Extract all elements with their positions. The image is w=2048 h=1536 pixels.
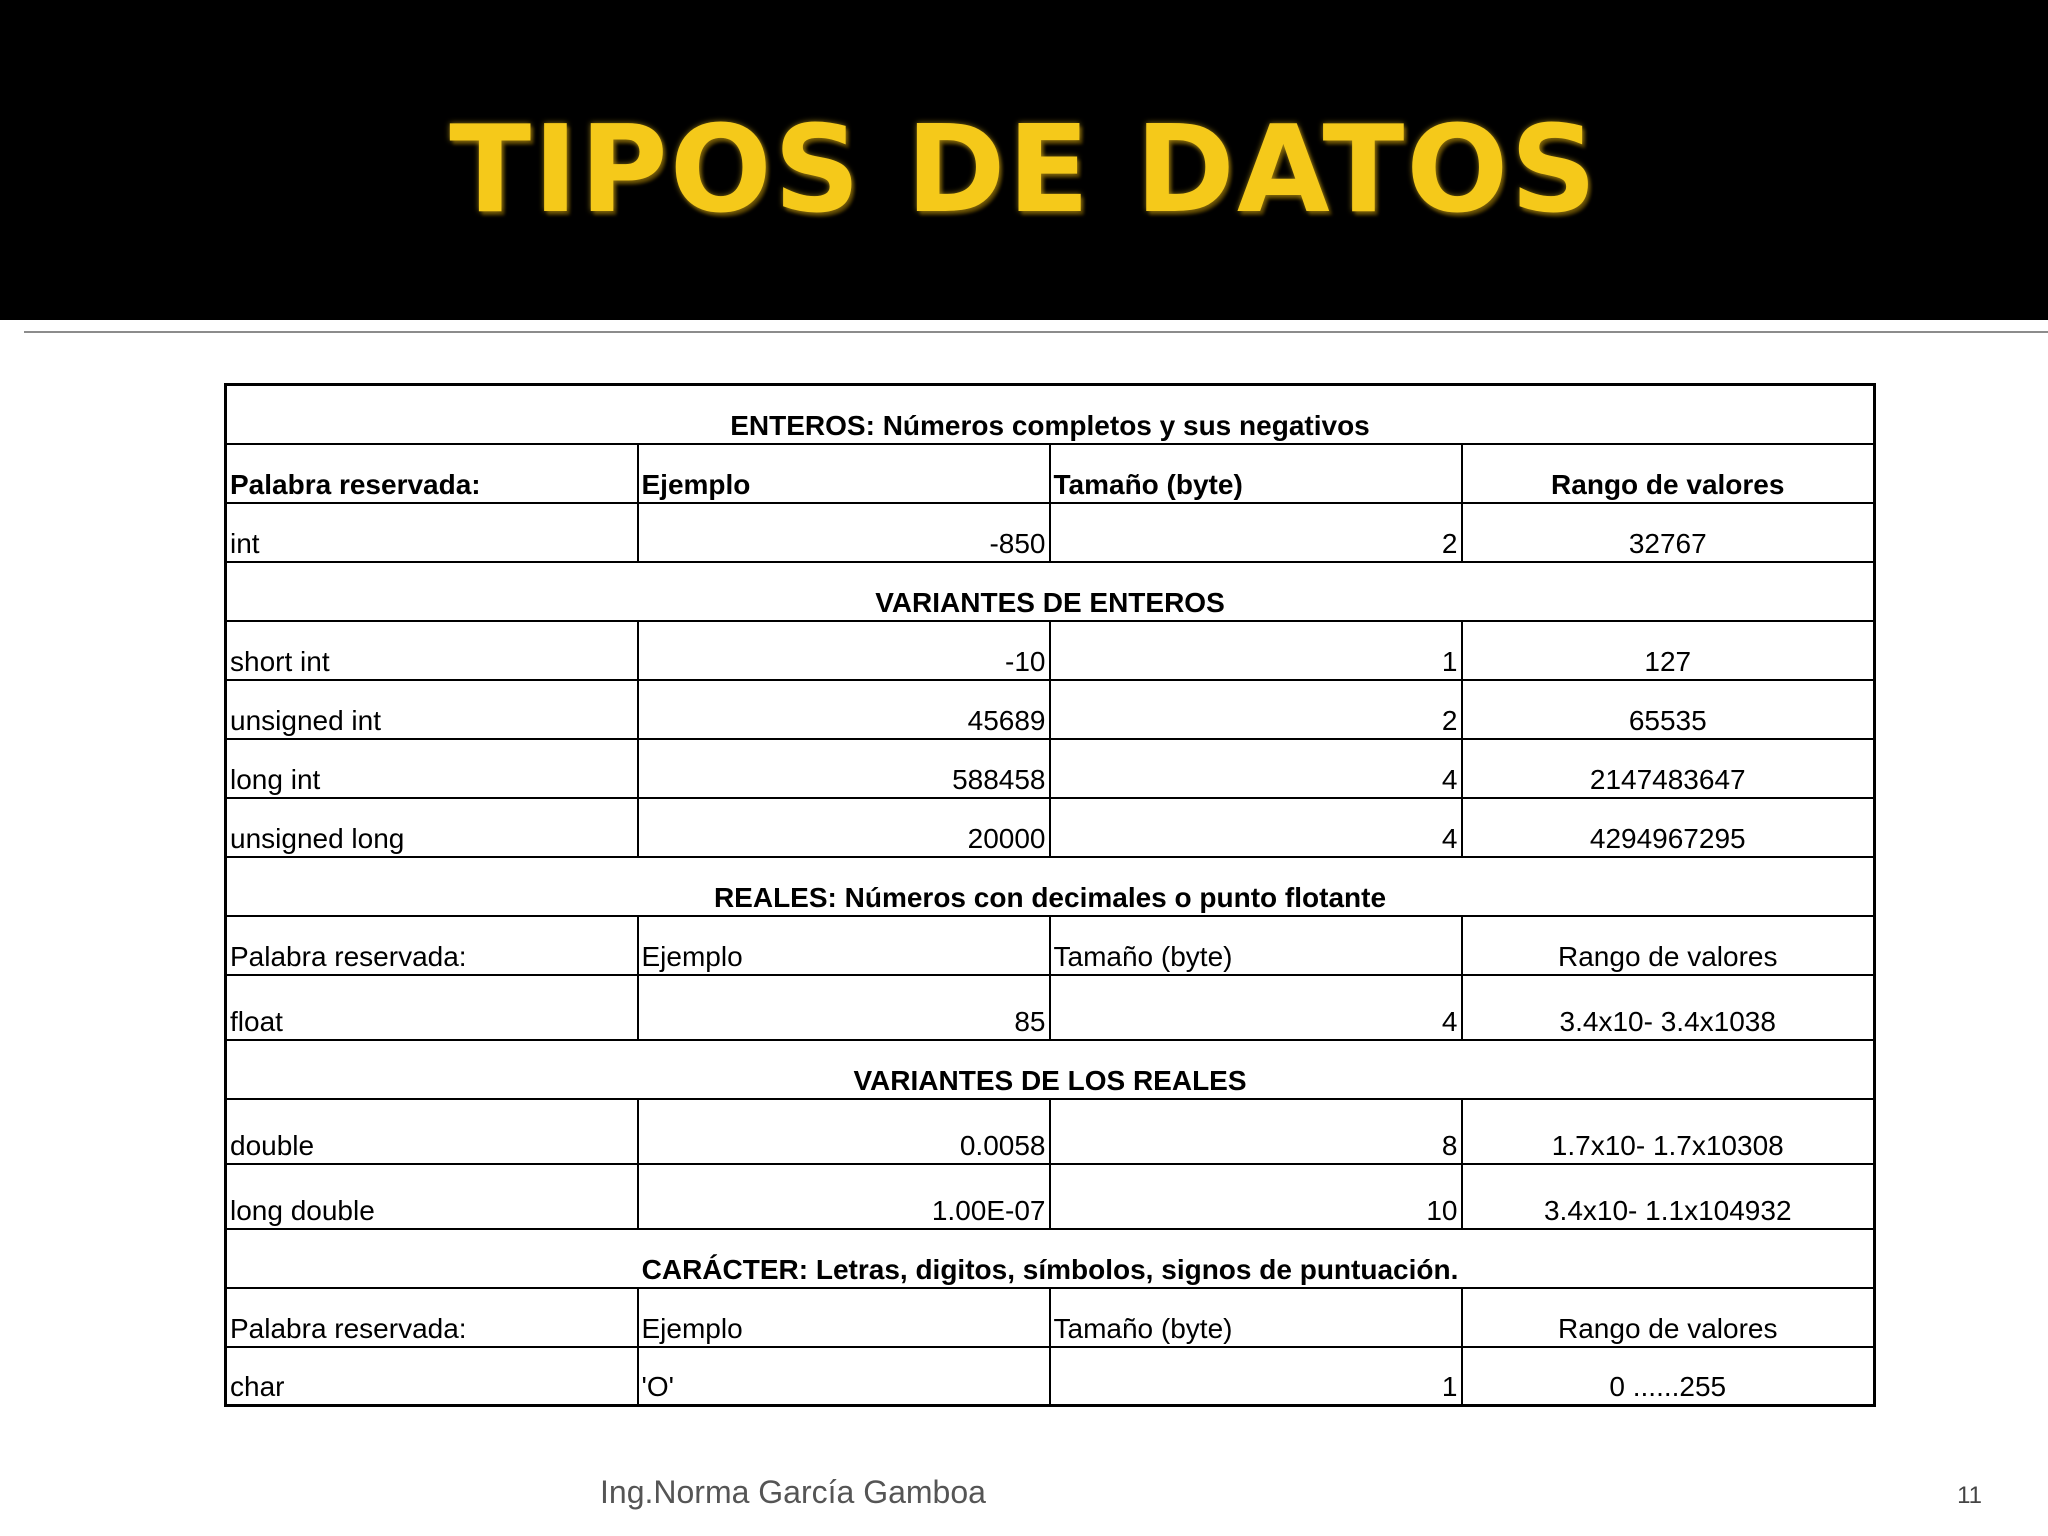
section-row-reales bbox=[226, 857, 1875, 916]
size-cell: 1 bbox=[1050, 621, 1462, 680]
range-cell: 0 ......255 bbox=[1462, 1347, 1875, 1406]
range-cell: 1.7x10- 1.7x10308 bbox=[1462, 1099, 1875, 1164]
size-cell: 10 bbox=[1050, 1164, 1462, 1229]
range-cell: 127 bbox=[1462, 621, 1875, 680]
column-header-range: Rango de valores bbox=[1462, 916, 1875, 975]
column-header-keyword: Palabra reservada: bbox=[226, 916, 638, 975]
section-row-variantes-enteros bbox=[226, 562, 1875, 621]
keyword-cell: unsigned int bbox=[226, 680, 638, 739]
column-header-range: Rango de valores bbox=[1462, 1288, 1875, 1347]
example-cell: 588458 bbox=[638, 739, 1050, 798]
column-header-size: Tamaño (byte) bbox=[1050, 916, 1462, 975]
page-number: 11 bbox=[1957, 1482, 1982, 1509]
keyword-cell: short int bbox=[226, 621, 638, 680]
section-heading-variantes-reales: VARIANTES DE LOS REALES bbox=[226, 1040, 1875, 1099]
header-row-reales bbox=[226, 916, 1875, 975]
column-header-keyword: Palabra reservada: bbox=[226, 444, 638, 503]
section-row-variantes-reales bbox=[226, 1040, 1875, 1099]
example-cell: 1.00E-07 bbox=[638, 1164, 1050, 1229]
example-cell: 20000 bbox=[638, 798, 1050, 857]
column-header-example: Ejemplo bbox=[638, 916, 1050, 975]
column-header-range: Rango de valores bbox=[1462, 444, 1875, 503]
example-cell: 'O' bbox=[638, 1347, 1050, 1406]
size-cell: 4 bbox=[1050, 739, 1462, 798]
keyword-cell: float bbox=[226, 975, 638, 1040]
table-row bbox=[226, 975, 1875, 1040]
section-row-enteros bbox=[226, 385, 1875, 444]
section-row-caracter bbox=[226, 1229, 1875, 1288]
section-heading-reales: REALES: Números con decimales o punto flotante bbox=[226, 857, 1875, 916]
example-cell: 45689 bbox=[638, 680, 1050, 739]
size-cell: 8 bbox=[1050, 1099, 1462, 1164]
range-cell: 65535 bbox=[1462, 680, 1875, 739]
example-cell: -850 bbox=[638, 503, 1050, 562]
example-cell: -10 bbox=[638, 621, 1050, 680]
slide-title: TIPOS DE DATOS bbox=[449, 101, 1599, 240]
keyword-cell: unsigned long bbox=[226, 798, 638, 857]
footer-author: Ing.Norma García Gamboa bbox=[600, 1474, 986, 1510]
range-cell: 3.4x10- 3.4x1038 bbox=[1462, 975, 1875, 1040]
column-header-size: Tamaño (byte) bbox=[1050, 1288, 1462, 1347]
table-row bbox=[226, 1164, 1875, 1229]
column-header-example: Ejemplo bbox=[638, 1288, 1050, 1347]
keyword-cell: char bbox=[226, 1347, 638, 1406]
example-cell: 85 bbox=[638, 975, 1050, 1040]
size-cell: 4 bbox=[1050, 798, 1462, 857]
keyword-cell: double bbox=[226, 1099, 638, 1164]
section-heading-variantes-enteros: VARIANTES DE ENTEROS bbox=[226, 562, 1875, 621]
column-header-example: Ejemplo bbox=[638, 444, 1050, 503]
section-heading-caracter: CARÁCTER: Letras, digitos, símbolos, signos de puntuación. bbox=[226, 1229, 1875, 1288]
column-header-size: Tamaño (byte) bbox=[1050, 444, 1462, 503]
range-cell: 32767 bbox=[1462, 503, 1875, 562]
table-row bbox=[226, 680, 1875, 739]
section-heading-enteros: ENTEROS: Números completos y sus negativos bbox=[226, 385, 1875, 444]
header-row-caracter bbox=[226, 1288, 1875, 1347]
table-row bbox=[226, 621, 1875, 680]
table-row bbox=[226, 1347, 1875, 1406]
column-header-keyword: Palabra reservada: bbox=[226, 1288, 638, 1347]
size-cell: 2 bbox=[1050, 680, 1462, 739]
size-cell: 4 bbox=[1050, 975, 1462, 1040]
size-cell: 1 bbox=[1050, 1347, 1462, 1406]
header-row-enteros bbox=[226, 444, 1875, 503]
keyword-cell: long double bbox=[226, 1164, 638, 1229]
table-row bbox=[226, 503, 1875, 562]
data-types-table bbox=[224, 383, 1876, 1407]
keyword-cell: int bbox=[226, 503, 638, 562]
size-cell: 2 bbox=[1050, 503, 1462, 562]
range-cell: 4294967295 bbox=[1462, 798, 1875, 857]
example-cell: 0.0058 bbox=[638, 1099, 1050, 1164]
title-separator bbox=[24, 331, 2048, 333]
table-row bbox=[226, 739, 1875, 798]
range-cell: 3.4x10- 1.1x104932 bbox=[1462, 1164, 1875, 1229]
table-row bbox=[226, 1099, 1875, 1164]
table-row bbox=[226, 798, 1875, 857]
keyword-cell: long int bbox=[226, 739, 638, 798]
range-cell: 2147483647 bbox=[1462, 739, 1875, 798]
